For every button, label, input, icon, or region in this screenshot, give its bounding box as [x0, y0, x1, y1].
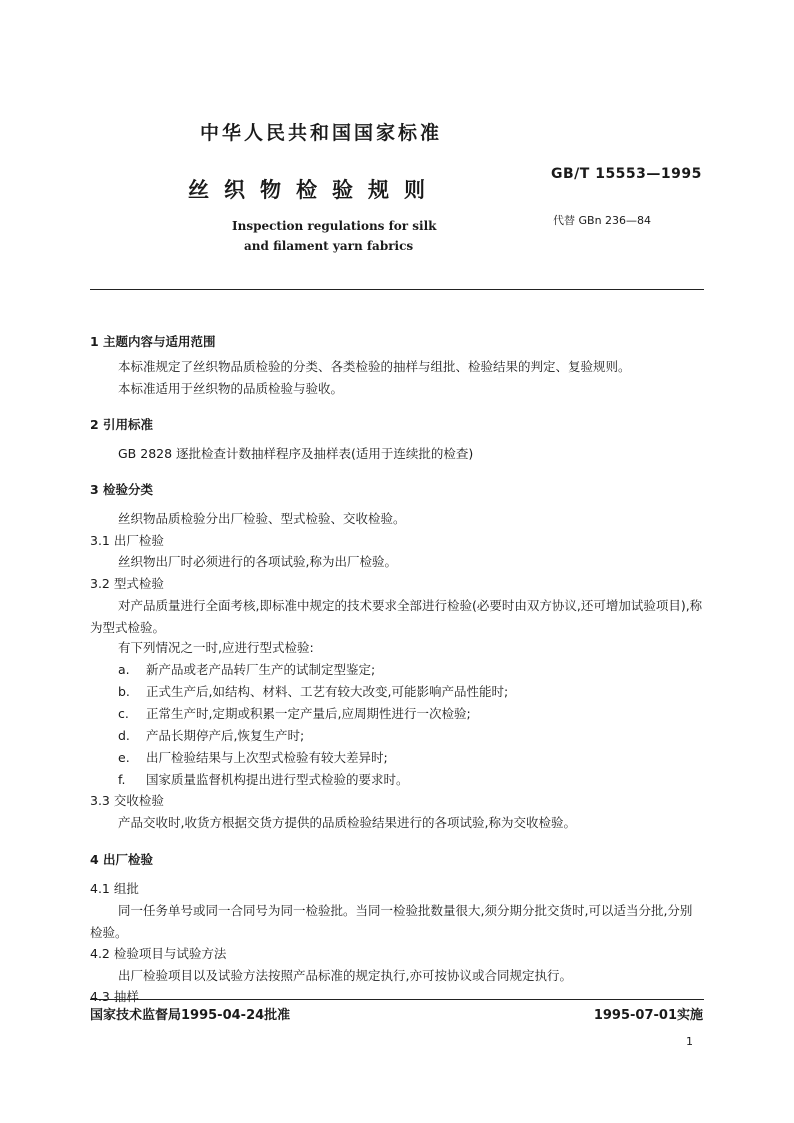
list-item — [118, 774, 409, 787]
document-title-en-line2: and filament yarn fabrics — [244, 239, 414, 253]
section-3-3-paragraph: 产品交收时,收货方根据交货方提供的品质检验结果进行的各项试验,称为交收检验。 — [118, 815, 576, 830]
section-4-3-title: 4.3 抽样 — [90, 989, 139, 1004]
list-marker: a. — [118, 662, 130, 677]
list-text: 新产品或老产品转厂生产的试制定型鉴定; — [146, 662, 376, 677]
section-2-title: 2 引用标准 — [90, 417, 154, 432]
section-1-paragraph-1: 本标准规定了丝织物品质检验的分类、各类检验的抽样与组批、检验结果的判定、复验规则。 — [118, 359, 631, 374]
footer-divider — [90, 999, 704, 1000]
list-marker: e. — [118, 750, 130, 765]
section-4-2-paragraph: 出厂检验项目以及试验方法按照产品标准的规定执行,亦可按协议或合同规定执行。 — [118, 968, 572, 983]
list-text: 出厂检验结果与上次型式检验有较大差异时; — [146, 750, 388, 765]
list-marker: f. — [118, 772, 126, 787]
standard-number: GB/T 15553—1995 — [551, 166, 702, 182]
header-divider — [90, 289, 704, 290]
section-3-paragraph-1: 丝织物品质检验分出厂检验、型式检验、交收检验。 — [118, 511, 406, 526]
section-4-1-title: 4.1 组批 — [90, 881, 139, 896]
list-item — [118, 752, 388, 765]
effective-date: 1995-07-01实施 — [593, 1008, 703, 1023]
list-item — [118, 686, 508, 699]
list-text: 产品长期停产后,恢复生产时; — [146, 728, 305, 743]
national-standard-heading: 中华人民共和国国家标准 — [200, 122, 443, 144]
section-3-2-paragraph-1: 对产品质量进行全面考核,即标准中规定的技术要求全部进行检验(必要时由双方协议,还可增加试验项目),称为型式检验。 — [90, 598, 703, 635]
list-text: 正常生产时,定期或积累一定产量后,应周期性进行一次检验; — [146, 706, 471, 721]
section-4-1-paragraph: 同一任务单号或同一合同号为同一检验批。当同一检验批数量很大,须分期分批交货时,可以适当分批,分别检验。 — [90, 903, 693, 940]
section-4-2-title: 4.2 检验项目与试验方法 — [90, 946, 227, 961]
list-marker: d. — [118, 728, 130, 743]
section-2-reference: GB 2828 逐批检查计数抽样程序及抽样表(适用于连续批的检查) — [118, 446, 474, 461]
replaces-standard: 代替 GBn 236—84 — [553, 214, 652, 227]
section-3-3-title: 3.3 交收检验 — [90, 793, 164, 808]
section-3-1-paragraph: 丝织物出厂时必须进行的各项试验,称为出厂检验。 — [118, 554, 397, 569]
section-3-1-title: 3.1 出厂检验 — [90, 533, 164, 548]
section-1-title: 1 主题内容与适用范围 — [90, 334, 216, 349]
document-title-en-line1: Inspection regulations for silk — [232, 219, 437, 233]
page-number: 1 — [686, 1035, 693, 1048]
section-4-title: 4 出厂检验 — [90, 852, 154, 867]
list-text: 国家质量监督机构提出进行型式检验的要求时。 — [146, 772, 409, 787]
section-3-2-title: 3.2 型式检验 — [90, 576, 164, 591]
list-text: 正式生产后,如结构、材料、工艺有较大改变,可能影响产品性能时; — [146, 684, 509, 699]
section-3-2-paragraph-2: 有下列情况之一时,应进行型式检验: — [118, 640, 314, 655]
list-item — [118, 730, 304, 743]
section-1-paragraph-2: 本标准适用于丝织物的品质检验与验收。 — [118, 381, 344, 396]
list-item — [118, 664, 375, 677]
document-title-cn: 丝织物检验规则 — [188, 178, 440, 202]
section-3-title: 3 检验分类 — [90, 482, 154, 497]
approval-date: 国家技术监督局1995-04-24批准 — [90, 1008, 291, 1023]
list-marker: c. — [118, 706, 129, 721]
list-item — [118, 708, 471, 721]
list-marker: b. — [118, 684, 130, 699]
